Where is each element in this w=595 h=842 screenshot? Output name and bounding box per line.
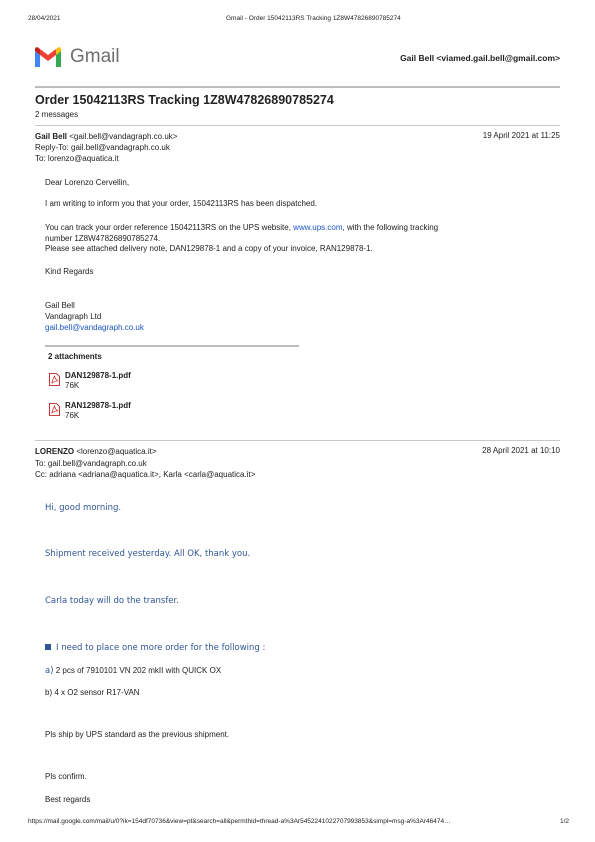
attachment-name[interactable]: RAN129878-1.pdf (65, 401, 131, 410)
message1-date: 19 April 2021 at 11:25 (482, 131, 560, 140)
message2-to: To: gail.bell@vandagraph.co.uk (35, 459, 147, 468)
attachments-title: 2 attachments (48, 352, 102, 361)
attachment-size: 76K (65, 411, 80, 420)
message1-reply-to: Reply-To: gail.bell@vandagraph.co.uk (35, 143, 170, 152)
reply-line: Carla today will do the transfer. (45, 596, 179, 606)
gmail-m-icon (33, 45, 63, 69)
signature-name: Gail Bell (45, 301, 75, 310)
paragraph-tracking (45, 223, 545, 234)
tracking-number: number 1Z8W47826890785274. (45, 233, 161, 243)
signature-email[interactable]: gail.bell@vandagraph.co.uk (45, 323, 144, 332)
tracking-text-2: , with the following tracking (342, 223, 439, 232)
print-title: Gmail - Order 15042113RS Tracking 1Z8W47826890785274 (226, 15, 401, 22)
print-url: https://mail.google.com/mail/u/0?ik=154df70736&view=pt&search=all&permthid=thread-a%3Ar5452241022707993853&simpl=msg-a%3Ar46474… (28, 818, 451, 825)
thread-subject: Order 15042113RS Tracking 1Z8W47826890785274 (35, 93, 334, 107)
sender-name: Gail Bell (35, 132, 68, 141)
ups-link[interactable]: www.ups.com (293, 223, 343, 232)
subject-divider (35, 125, 560, 126)
message-divider (35, 440, 560, 441)
tracking-text: You can track your order reference 15042113RS on the UPS website, (45, 223, 291, 232)
order-request-line (45, 643, 545, 654)
gmail-wordmark: Gmail (70, 46, 120, 67)
signature-company: Vandagraph Ltd (45, 312, 102, 321)
page-number: 1/2 (559, 818, 569, 825)
order-item-a (45, 666, 545, 677)
bullet-square-icon (45, 644, 51, 650)
print-date: 28/04/2021 (28, 15, 61, 22)
sender-email: <lorenzo@aquatica.it> (76, 447, 157, 456)
header-divider (35, 86, 560, 88)
message2-date: 28 April 2021 at 10:10 (482, 446, 560, 455)
attachment-name[interactable]: DAN129878-1.pdf (65, 371, 131, 380)
message-count: 2 messages (35, 110, 79, 119)
attachment-size: 76K (65, 381, 80, 390)
sender-email: <gail.bell@vandagraph.co.uk> (69, 132, 178, 141)
sender-name: LORENZO (35, 447, 75, 456)
account-label: Gail Bell <viamed.gail.bell@gmail.com> (400, 53, 560, 63)
sign-off: Best regards (45, 795, 91, 804)
closing: Kind Regards (45, 267, 94, 276)
gmail-logo (33, 43, 133, 71)
order-item-b: b) 4 x O2 sensor R17-VAN (45, 688, 140, 697)
reply-line: Shipment received yesterday. All OK, thank you. (45, 549, 251, 559)
item-prefix: a) (45, 666, 54, 676)
pdf-file-icon (49, 403, 60, 416)
paragraph-dispatched: I am writing to inform you that your order, 15042113RS has been dispatched. (45, 199, 318, 208)
pdf-file-icon (49, 373, 60, 386)
shipping-request: Pls ship by UPS standard as the previous shipment. (45, 730, 230, 739)
message2-cc: Cc: adriana <adriana@aquatica.it>, Karla <carla@aquatica.it> (35, 470, 256, 479)
reply-line: Hi, good morning. (45, 503, 122, 513)
message1-from (35, 131, 177, 142)
message1-to: To: lorenzo@aquatica.it (35, 154, 119, 163)
confirm-request: Pls confirm. (45, 772, 87, 781)
paragraph-attached: Please see attached delivery note, DAN129878-1 and a copy of your invoice, RAN129878-1. (45, 244, 373, 253)
item-text: 2 pcs of 7910101 VN 202 mkII with QUICK OX (53, 666, 222, 675)
greeting: Dear Lorenzo Cervellin, (45, 178, 130, 187)
message2-from (35, 446, 157, 457)
attachments-divider (45, 345, 299, 347)
order-request-text: I need to place one more order for the following : (56, 643, 266, 653)
